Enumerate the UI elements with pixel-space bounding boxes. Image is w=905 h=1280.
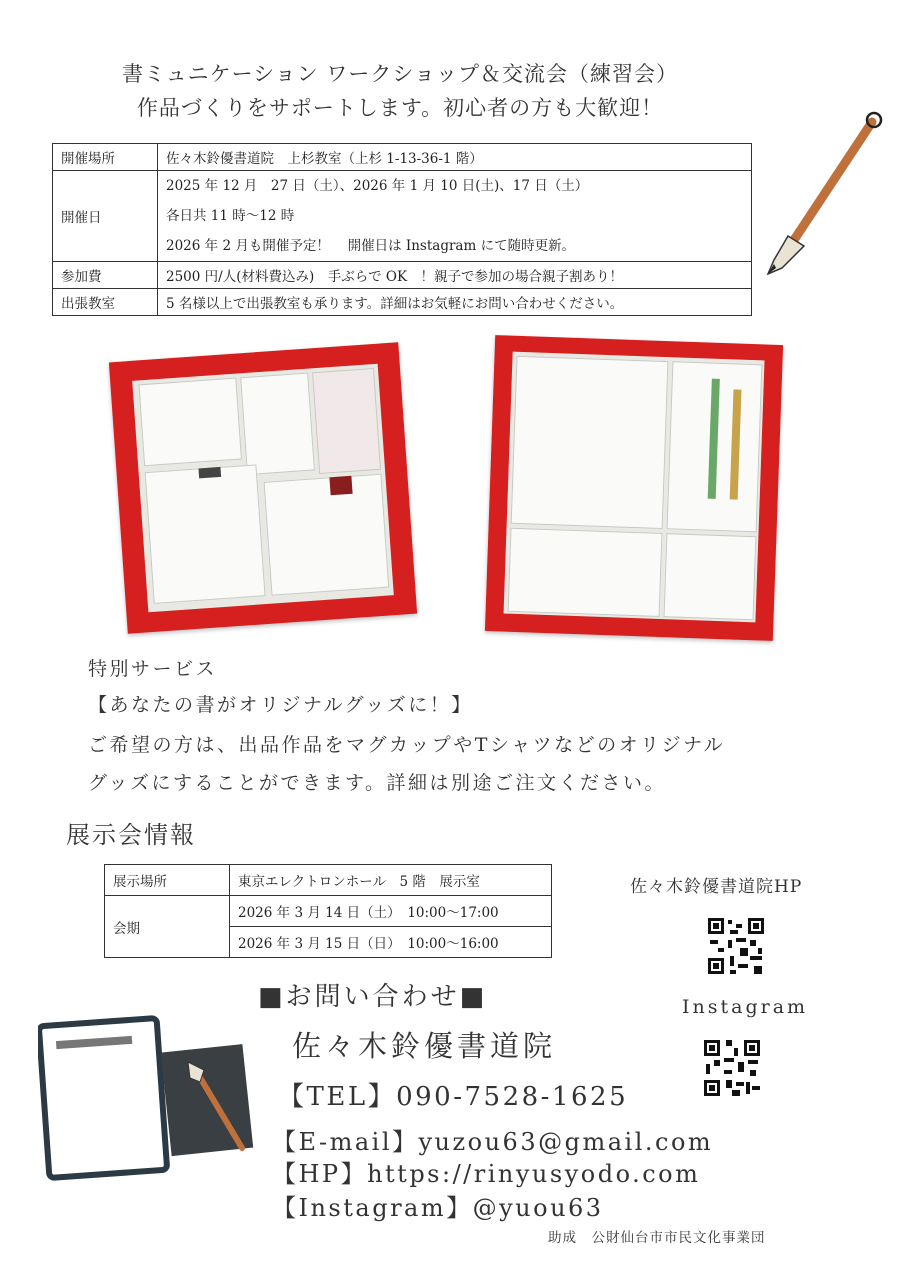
date-line-2: 各日共 11 時～12 時	[166, 208, 295, 224]
contact-hp[interactable]: 【HP】https://rinyusyodo.com	[272, 1160, 701, 1188]
contact-heading: ■お問い合わせ■	[258, 982, 488, 1012]
expo-venue-value: 東京エレクトロンホール 5 階 展示室	[230, 865, 552, 896]
date-line-3: 2026 年 2 月も開催予定！ 開催日は Instagram にて随時更新。	[166, 238, 576, 254]
hp-qr-code[interactable]	[706, 916, 766, 976]
expo-venue-row	[105, 865, 552, 896]
brush-handle	[794, 122, 872, 240]
service-body-2: グッズにすることができます。詳細は別途ご注文ください。	[88, 772, 667, 794]
workshop-info-table	[52, 143, 752, 316]
title-line-2: 作品づくりをサポートします。初心者の方も大歓迎！	[136, 96, 664, 120]
hp-label: 佐々木鈴優書道院HP	[630, 877, 803, 897]
brush-illustration	[760, 108, 890, 278]
expo-period-1: 2026 年 3 月 14 日（土） 10:00～17:00	[230, 896, 552, 927]
expo-period-2: 2026 年 3 月 15 日（日） 10:00～16:00	[230, 927, 552, 958]
paper-brush-illustration	[38, 1012, 258, 1184]
instagram-qr-code[interactable]	[702, 1038, 762, 1098]
photo-2-image	[504, 352, 765, 623]
expo-venue-label: 展示場所	[105, 865, 230, 896]
exhibition-photo-1	[109, 342, 417, 634]
venue-label: 開催場所	[53, 144, 158, 171]
expo-period-label: 会期	[105, 896, 230, 958]
exhibition-photo-2	[485, 335, 783, 641]
fee-row	[53, 262, 752, 289]
venue-row	[53, 144, 752, 171]
venue-value: 佐々木鈴優書道院 上杉教室（上杉 1-13-36-1 階）	[158, 144, 752, 171]
exhibition-heading: 展示会情報	[66, 821, 196, 849]
date-label: 開催日	[53, 171, 158, 262]
expo-period-row-1	[105, 896, 552, 927]
date-row	[53, 171, 752, 262]
fee-value: 2500 円/人(材料費込み) 手ぶらで OK ！親子で参加の場合親子割あり！	[158, 262, 752, 289]
title-line-1: 書ミュニケーション ワークショップ＆交流会（練習会）	[122, 62, 678, 86]
exhibition-table	[104, 864, 552, 958]
service-heading: 特別サービス	[88, 658, 218, 680]
photo-1-image	[132, 364, 394, 613]
visit-value: 5 名様以上で出張教室も承ります。詳細はお気軽にお問い合わせください。	[158, 289, 752, 316]
service-body-1: ご希望の方は、出品作品をマグカップやTシャツなどのオリジナル	[88, 734, 726, 756]
service-subheading: 【あなたの書がオリジナルグッズに！】	[88, 694, 473, 716]
fee-label: 参加費	[53, 262, 158, 289]
contact-tel[interactable]: 【TEL】090-7528-1625	[278, 1082, 629, 1112]
sponsor-note: 助成 公財仙台市市民文化事業団	[548, 1230, 766, 1246]
contact-instagram[interactable]: 【Instagram】@yuou63	[272, 1194, 604, 1222]
contact-name: 佐々木鈴優書道院	[292, 1029, 557, 1063]
date-line-1: 2025 年 12 月 27 日（土）、2026 年 1 月 10 日(土)、17 日（土）	[166, 178, 589, 194]
contact-email[interactable]: 【E-mail】yuzou63@gmail.com	[272, 1128, 714, 1156]
instagram-label: Instagram	[682, 996, 809, 1018]
visit-label: 出張教室	[53, 289, 158, 316]
visit-row	[53, 289, 752, 316]
